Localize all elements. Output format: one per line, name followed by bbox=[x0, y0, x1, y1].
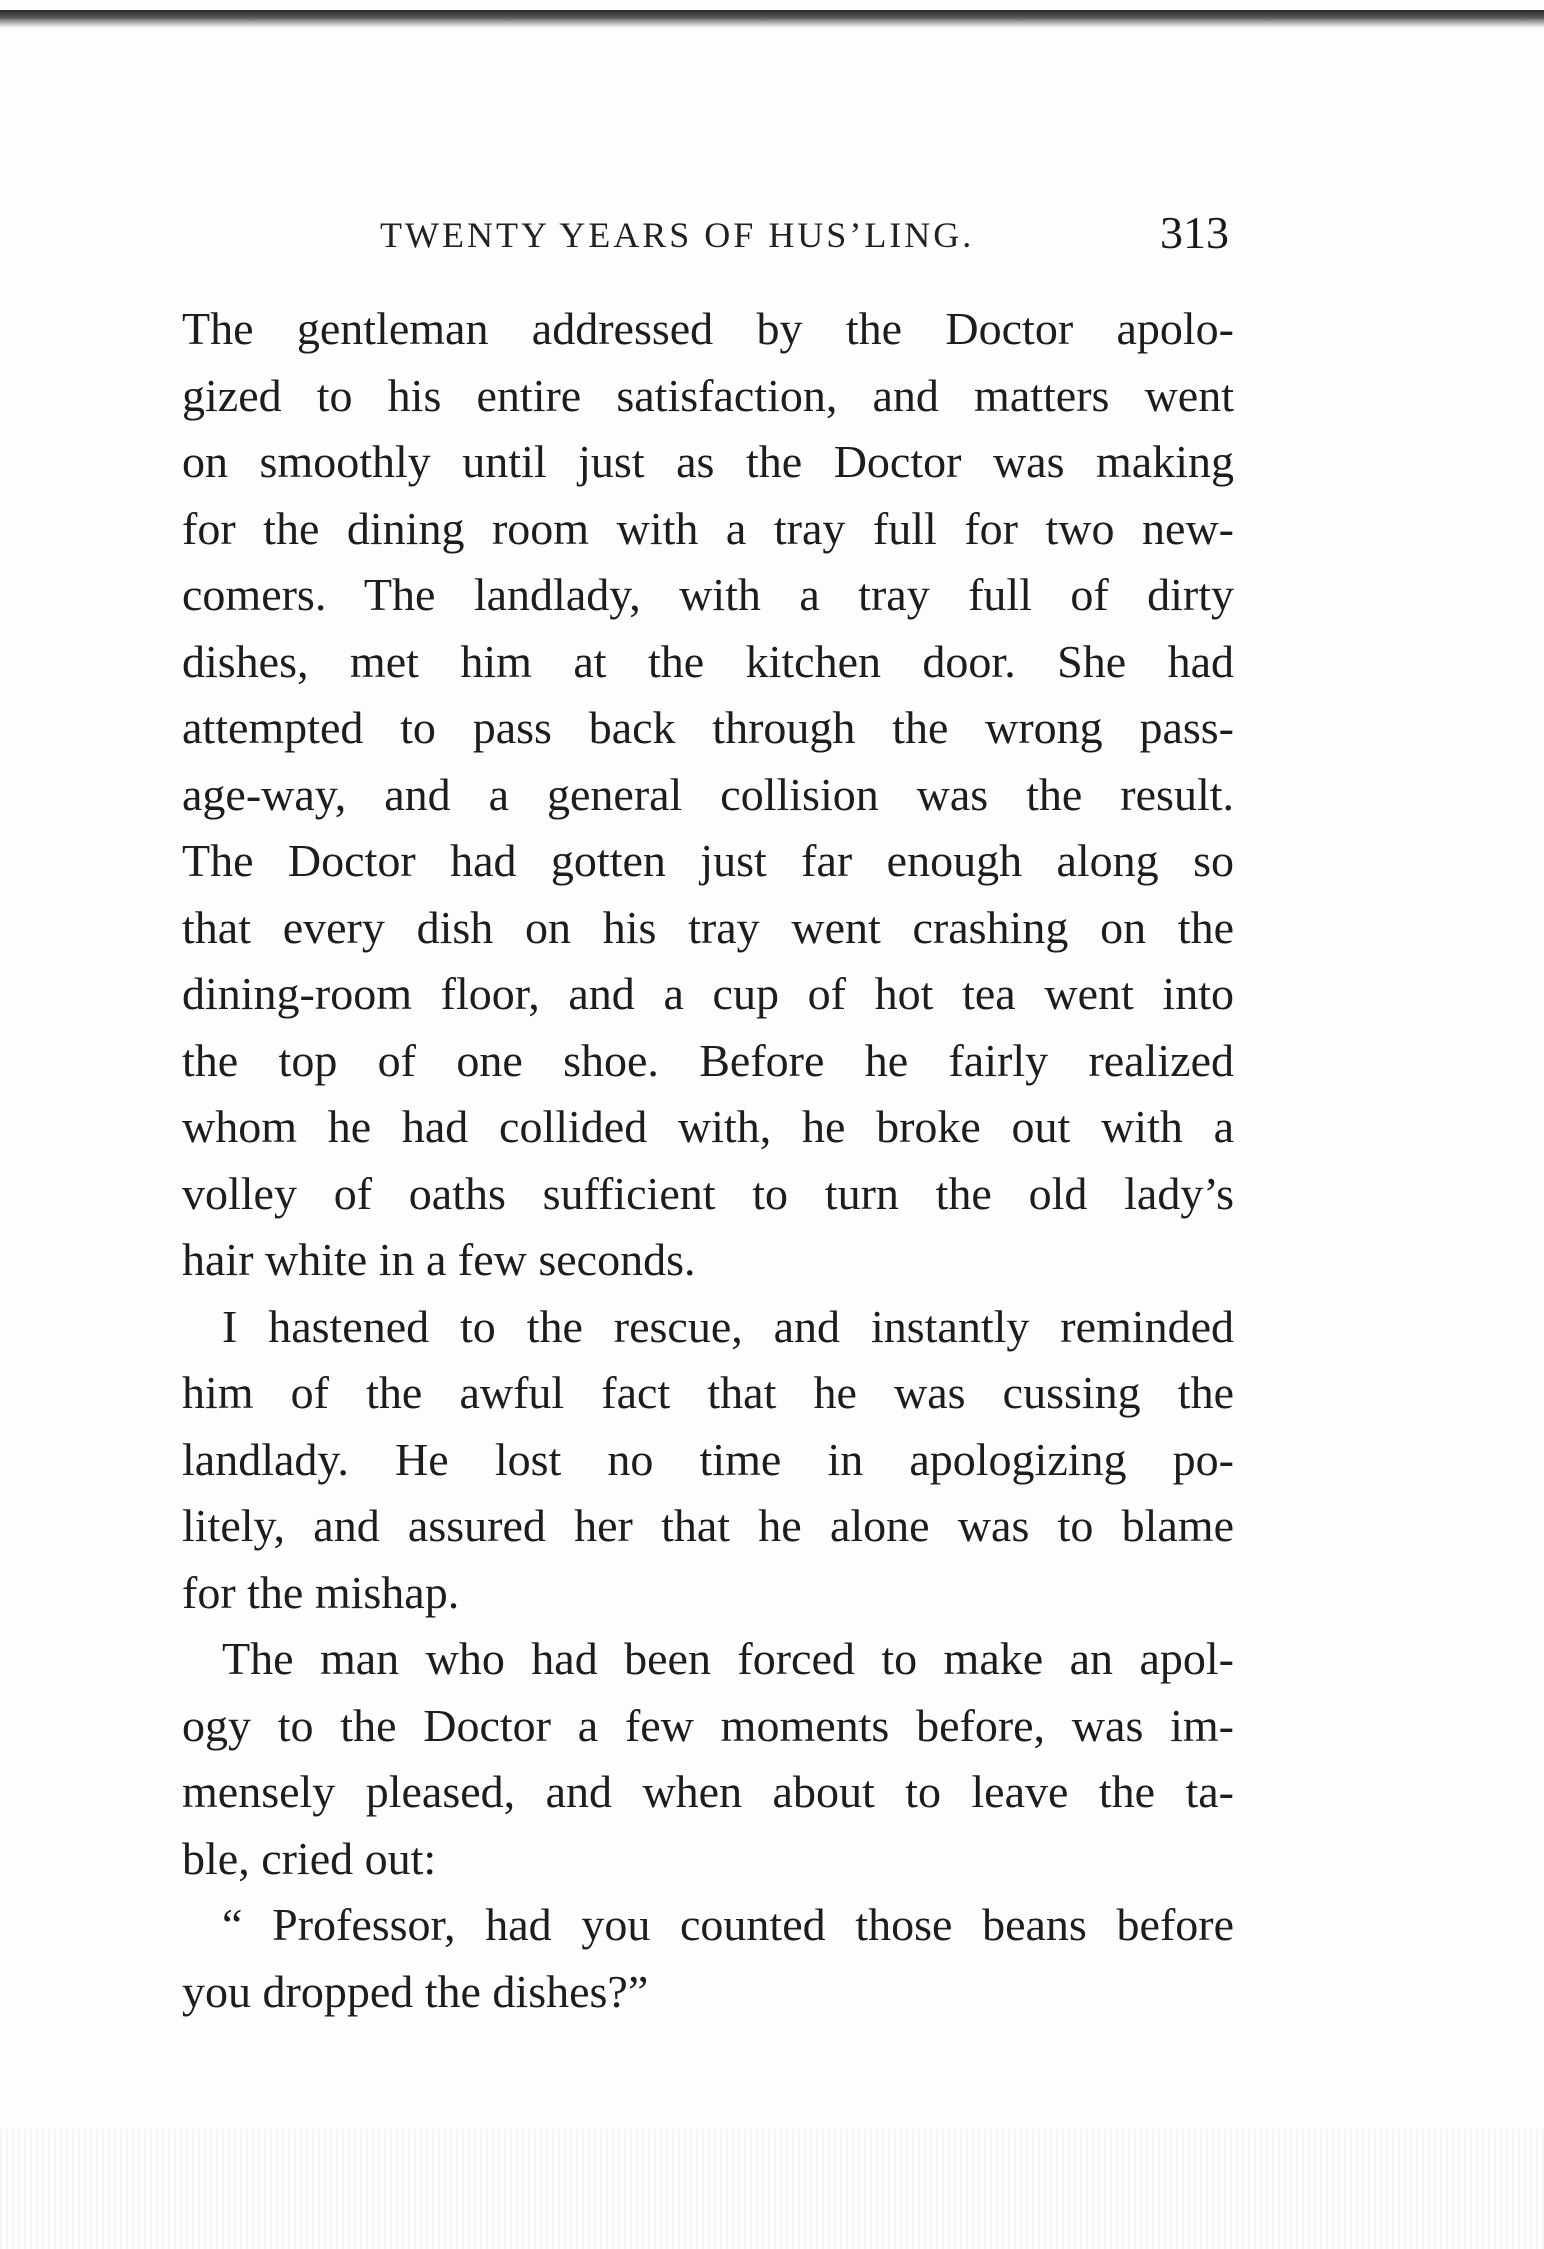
text-line: The gentleman addressed by the Doctor apolo- bbox=[182, 303, 1234, 354]
text-line: hair white in a few seconds. bbox=[182, 1234, 696, 1285]
text-line: gized to his entire satisfaction, and matters went bbox=[182, 369, 1234, 421]
text-line: for the mishap. bbox=[182, 1566, 460, 1618]
text-line: litely, and assured her that he alone was to blame bbox=[182, 1500, 1234, 1551]
text-line: The man who had been forced to make an apol- bbox=[222, 1633, 1234, 1684]
text-line: for the dining room with a tray full for two new- bbox=[182, 502, 1234, 554]
text-line: dining-room floor, and a cup of hot tea went into bbox=[182, 968, 1234, 1019]
text-line: ogy to the Doctor a few moments before, was im- bbox=[182, 1699, 1234, 1751]
text-line: mensely pleased, and when about to leave the ta- bbox=[182, 1766, 1234, 1817]
text-line: him of the awful fact that he was cussing the bbox=[182, 1367, 1234, 1418]
running-title: TWENTY YEARS OF HUS’LING. bbox=[380, 215, 975, 255]
text-line: dishes, met him at the kitchen door. She had bbox=[182, 635, 1234, 687]
text-line: on smoothly until just as the Doctor was making bbox=[182, 436, 1234, 487]
text-line: whom he had collided with, he broke out with a bbox=[182, 1101, 1234, 1152]
text-line: that every dish on his tray went crashing on the bbox=[182, 901, 1234, 953]
text-line: attempted to pass back through the wrong pass- bbox=[182, 702, 1234, 753]
text-line: landlady. He lost no time in apologizing po- bbox=[182, 1433, 1234, 1485]
top-edge-shadow bbox=[0, 10, 1544, 28]
text-line: the top of one shoe. Before he fairly realized bbox=[182, 1034, 1234, 1086]
text-line: ble, cried out: bbox=[182, 1832, 437, 1884]
text-line: comers. The landlady, with a tray full of dirty bbox=[182, 569, 1234, 620]
page-number: 313 bbox=[1160, 207, 1229, 258]
body-text bbox=[182, 296, 1234, 2025]
text-line: you dropped the dishes?” bbox=[182, 1965, 649, 2017]
bottom-scan-texture bbox=[0, 2129, 1544, 2249]
text-line: I hastened to the rescue, and instantly reminded bbox=[222, 1300, 1234, 1352]
text-line: volley of oaths sufficient to turn the old lady’s bbox=[182, 1167, 1234, 1219]
text-line: age-way, and a general collision was the result. bbox=[182, 768, 1234, 820]
text-line: The Doctor had gotten just far enough along so bbox=[182, 835, 1234, 886]
text-line: “ Professor, had you counted those beans before bbox=[222, 1899, 1234, 1950]
running-head bbox=[180, 206, 1235, 266]
